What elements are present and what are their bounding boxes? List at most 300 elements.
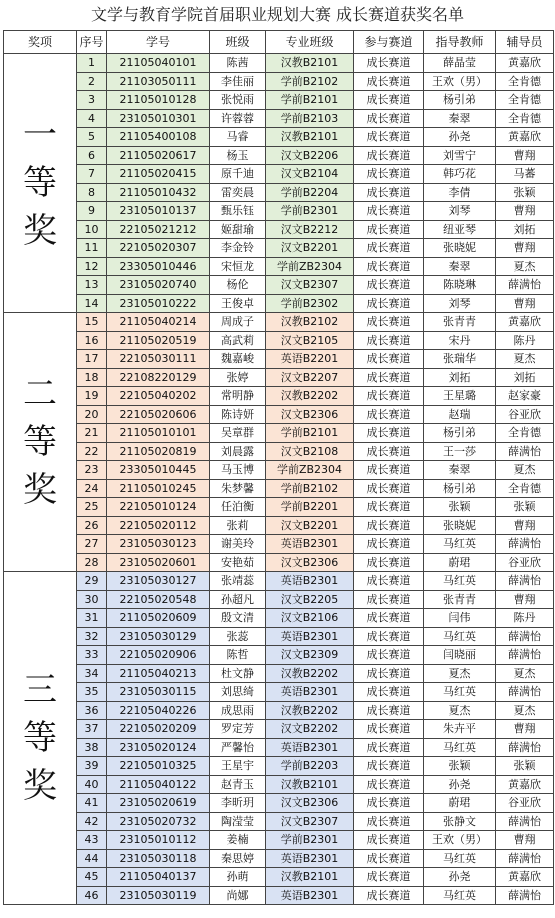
cell-student-name: 原千迪	[210, 165, 266, 184]
cell-advisor: 刘拓	[424, 368, 496, 387]
cell-track: 成长赛道	[354, 701, 424, 720]
cell-track: 成长赛道	[354, 590, 424, 609]
cell-track: 成长赛道	[354, 572, 424, 591]
table-row	[4, 498, 554, 517]
prize-char: 二	[23, 374, 57, 414]
cell-index: 17	[77, 350, 107, 369]
cell-student-id: 23305010445	[107, 461, 210, 480]
table-row	[4, 646, 554, 665]
cell-counselor: 夏杰	[496, 350, 554, 369]
cell-student-id: 21105020609	[107, 609, 210, 628]
cell-advisor: 张青青	[424, 313, 496, 332]
cell-track: 成长赛道	[354, 109, 424, 128]
cell-index: 30	[77, 590, 107, 609]
cell-index: 1	[77, 54, 107, 73]
cell-advisor: 秦翠	[424, 461, 496, 480]
cell-student-id: 21105020617	[107, 146, 210, 165]
cell-index: 27	[77, 535, 107, 554]
cell-student-name: 杨伦	[210, 276, 266, 295]
header-student-id: 学号	[107, 31, 210, 54]
cell-track: 成长赛道	[354, 313, 424, 332]
cell-major-class: 学前B2201	[266, 498, 354, 517]
cell-track: 成长赛道	[354, 720, 424, 739]
cell-student-name: 刘思绮	[210, 683, 266, 702]
cell-track: 成长赛道	[354, 627, 424, 646]
cell-counselor: 薛满怡	[496, 627, 554, 646]
cell-student-id: 21105010128	[107, 91, 210, 110]
cell-student-name: 甄乐钰	[210, 202, 266, 221]
cell-counselor: 曹翔	[496, 239, 554, 258]
cell-counselor: 夏杰	[496, 664, 554, 683]
cell-index: 45	[77, 868, 107, 887]
cell-student-name: 杜文静	[210, 664, 266, 683]
table-row	[4, 350, 554, 369]
cell-major-class: 汉文B2201	[266, 516, 354, 535]
cell-index: 44	[77, 849, 107, 868]
cell-student-name: 孙萌	[210, 868, 266, 887]
cell-index: 5	[77, 128, 107, 147]
cell-advisor: 秦翠	[424, 257, 496, 276]
cell-index: 6	[77, 146, 107, 165]
cell-advisor: 孙尧	[424, 868, 496, 887]
cell-index: 12	[77, 257, 107, 276]
cell-index: 11	[77, 239, 107, 258]
prize-char: 奖	[23, 766, 57, 806]
cell-advisor: 杨引弟	[424, 91, 496, 110]
cell-student-name: 马睿	[210, 128, 266, 147]
table-row	[4, 220, 554, 239]
cell-index: 22	[77, 442, 107, 461]
cell-counselor: 薛满怡	[496, 646, 554, 665]
cell-advisor: 闫晓丽	[424, 646, 496, 665]
table-row	[4, 794, 554, 813]
cell-advisor: 张青青	[424, 590, 496, 609]
cell-counselor: 曹翔	[496, 294, 554, 313]
cell-student-name: 陶滢莹	[210, 812, 266, 831]
cell-advisor: 朱卉平	[424, 720, 496, 739]
cell-track: 成长赛道	[354, 794, 424, 813]
cell-index: 33	[77, 646, 107, 665]
cell-student-id: 23105020124	[107, 738, 210, 757]
cell-advisor: 马红英	[424, 849, 496, 868]
cell-advisor: 秦翠	[424, 109, 496, 128]
cell-index: 40	[77, 775, 107, 794]
table-header-row	[4, 31, 554, 54]
cell-student-name: 刘晨露	[210, 442, 266, 461]
cell-track: 成长赛道	[354, 405, 424, 424]
cell-advisor: 孙尧	[424, 128, 496, 147]
cell-major-class: 汉文B2212	[266, 220, 354, 239]
cell-major-class: 汉文B2205	[266, 590, 354, 609]
cell-counselor: 曹翔	[496, 590, 554, 609]
cell-counselor: 谷亚欣	[496, 405, 554, 424]
cell-advisor: 赵瑞	[424, 405, 496, 424]
cell-major-class: 汉文B2306	[266, 553, 354, 572]
cell-major-class: 汉文B2108	[266, 442, 354, 461]
cell-advisor: 孙尧	[424, 775, 496, 794]
cell-track: 成长赛道	[354, 54, 424, 73]
cell-advisor: 马红英	[424, 738, 496, 757]
cell-student-id: 22105040226	[107, 701, 210, 720]
cell-counselor: 薛满怡	[496, 683, 554, 702]
cell-advisor: 张瑞华	[424, 350, 496, 369]
cell-counselor: 曹翔	[496, 516, 554, 535]
cell-student-id: 22105040202	[107, 387, 210, 406]
cell-advisor: 张晓妮	[424, 239, 496, 258]
cell-index: 7	[77, 165, 107, 184]
cell-student-name: 马玉博	[210, 461, 266, 480]
cell-student-name: 张靖蕊	[210, 572, 266, 591]
cell-track: 成长赛道	[354, 368, 424, 387]
cell-index: 25	[77, 498, 107, 517]
cell-counselor: 黄嘉欣	[496, 128, 554, 147]
table-row	[4, 239, 554, 258]
page-title: 文学与教育学院首届职业规划大赛 成长赛道获奖名单	[90, 5, 465, 24]
cell-student-id: 22105021212	[107, 220, 210, 239]
cell-index: 4	[77, 109, 107, 128]
cell-counselor: 薛满怡	[496, 535, 554, 554]
cell-counselor: 全肯德	[496, 72, 554, 91]
cell-track: 成长赛道	[354, 128, 424, 147]
table-row	[4, 590, 554, 609]
cell-counselor: 曹翔	[496, 146, 554, 165]
cell-major-class: 学前B2102	[266, 479, 354, 498]
cell-student-id: 21103050111	[107, 72, 210, 91]
prize-char: 一	[23, 115, 57, 155]
cell-counselor: 刘拓	[496, 220, 554, 239]
cell-student-id: 22105010325	[107, 757, 210, 776]
cell-student-id: 23105030119	[107, 886, 210, 905]
prize-label	[4, 572, 77, 905]
cell-track: 成长赛道	[354, 553, 424, 572]
cell-track: 成长赛道	[354, 424, 424, 443]
cell-advisor: 张静文	[424, 812, 496, 831]
cell-student-name: 周成子	[210, 313, 266, 332]
cell-student-name: 雷奕晨	[210, 183, 266, 202]
cell-track: 成长赛道	[354, 738, 424, 757]
cell-index: 13	[77, 276, 107, 295]
award-table	[3, 30, 554, 905]
cell-student-name: 宋恒龙	[210, 257, 266, 276]
header-name: 班级	[210, 31, 266, 54]
cell-counselor: 薛满怡	[496, 886, 554, 905]
cell-major-class: 学前B2203	[266, 757, 354, 776]
cell-student-id: 23105030127	[107, 572, 210, 591]
table-row	[4, 738, 554, 757]
cell-major-class: 学前ZB2304	[266, 257, 354, 276]
cell-major-class: 学前ZB2304	[266, 461, 354, 480]
cell-student-id: 21105020415	[107, 165, 210, 184]
cell-student-name: 张蕊	[210, 627, 266, 646]
cell-student-id: 23105020619	[107, 794, 210, 813]
cell-track: 成长赛道	[354, 849, 424, 868]
table-row	[4, 331, 554, 350]
cell-counselor: 刘拓	[496, 368, 554, 387]
cell-counselor: 曹翔	[496, 831, 554, 850]
cell-student-id: 22105020209	[107, 720, 210, 739]
table-row	[4, 812, 554, 831]
cell-index: 18	[77, 368, 107, 387]
cell-student-name: 张悦雨	[210, 91, 266, 110]
cell-major-class: 汉文B2202	[266, 720, 354, 739]
cell-advisor: 韩巧花	[424, 165, 496, 184]
cell-index: 15	[77, 313, 107, 332]
cell-advisor: 马红英	[424, 627, 496, 646]
cell-student-id: 22108220129	[107, 368, 210, 387]
cell-index: 41	[77, 794, 107, 813]
cell-counselor: 张颖	[496, 757, 554, 776]
cell-advisor: 纽亚琴	[424, 220, 496, 239]
cell-track: 成长赛道	[354, 757, 424, 776]
header-prize: 奖项	[4, 31, 77, 54]
cell-major-class: 学前B2101	[266, 91, 354, 110]
cell-advisor: 夏杰	[424, 701, 496, 720]
cell-index: 39	[77, 757, 107, 776]
cell-track: 成长赛道	[354, 516, 424, 535]
cell-student-id: 21105040137	[107, 868, 210, 887]
header-advisor: 指导教师	[424, 31, 496, 54]
cell-track: 成长赛道	[354, 664, 424, 683]
cell-major-class: 学前B2101	[266, 424, 354, 443]
table-row	[4, 886, 554, 905]
cell-student-id: 21105010432	[107, 183, 210, 202]
cell-advisor: 刘琴	[424, 202, 496, 221]
cell-track: 成长赛道	[354, 202, 424, 221]
cell-advisor: 王星璐	[424, 387, 496, 406]
cell-index: 16	[77, 331, 107, 350]
cell-major-class: 英语B2201	[266, 350, 354, 369]
cell-track: 成长赛道	[354, 331, 424, 350]
cell-advisor: 宋丹	[424, 331, 496, 350]
cell-major-class: 汉文B2307	[266, 276, 354, 295]
cell-student-id: 21105020819	[107, 442, 210, 461]
cell-advisor: 杨引弟	[424, 479, 496, 498]
table-row	[4, 424, 554, 443]
cell-counselor: 薛满怡	[496, 849, 554, 868]
cell-counselor: 薛满怡	[496, 442, 554, 461]
cell-student-name: 殷文清	[210, 609, 266, 628]
prize-char: 奖	[23, 470, 57, 510]
cell-track: 成长赛道	[354, 461, 424, 480]
cell-counselor: 曹翔	[496, 720, 554, 739]
table-row	[4, 313, 554, 332]
cell-index: 24	[77, 479, 107, 498]
cell-counselor: 黄嘉欣	[496, 775, 554, 794]
cell-advisor: 马红英	[424, 535, 496, 554]
cell-track: 成长赛道	[354, 220, 424, 239]
table-row	[4, 91, 554, 110]
cell-index: 34	[77, 664, 107, 683]
cell-index: 37	[77, 720, 107, 739]
cell-index: 36	[77, 701, 107, 720]
cell-counselor: 薛满怡	[496, 572, 554, 591]
table-row	[4, 720, 554, 739]
cell-major-class: 汉文B2201	[266, 239, 354, 258]
table-row	[4, 54, 554, 73]
cell-student-id: 23105030118	[107, 849, 210, 868]
cell-student-id: 22105020548	[107, 590, 210, 609]
cell-major-class: 英语B2301	[266, 535, 354, 554]
table-row	[4, 109, 554, 128]
prize-char: 等	[23, 422, 57, 462]
cell-advisor: 王欢（男）	[424, 72, 496, 91]
cell-student-name: 张婷	[210, 368, 266, 387]
cell-index: 10	[77, 220, 107, 239]
cell-major-class: 汉文B2105	[266, 331, 354, 350]
cell-counselor: 谷亚欣	[496, 553, 554, 572]
cell-student-name: 罗定芳	[210, 720, 266, 739]
cell-advisor: 张颖	[424, 498, 496, 517]
table-row	[4, 572, 554, 591]
cell-student-name: 姜楠	[210, 831, 266, 850]
cell-counselor: 谷亚欣	[496, 794, 554, 813]
cell-index: 46	[77, 886, 107, 905]
cell-major-class: 汉教B2202	[266, 701, 354, 720]
cell-major-class: 汉文B2306	[266, 794, 354, 813]
cell-major-class: 汉教B2202	[266, 387, 354, 406]
table-row	[4, 553, 554, 572]
cell-counselor: 曹翔	[496, 202, 554, 221]
cell-major-class: 学前B2302	[266, 294, 354, 313]
cell-student-id: 23105020732	[107, 812, 210, 831]
cell-major-class: 汉文B2309	[266, 646, 354, 665]
cell-track: 成长赛道	[354, 609, 424, 628]
cell-student-name: 常明静	[210, 387, 266, 406]
cell-track: 成长赛道	[354, 831, 424, 850]
header-counselor: 辅导员	[496, 31, 554, 54]
cell-track: 成长赛道	[354, 276, 424, 295]
cell-student-name: 任泊衡	[210, 498, 266, 517]
cell-student-id: 23105030129	[107, 627, 210, 646]
cell-major-class: 学前B2102	[266, 72, 354, 91]
cell-advisor: 闫伟	[424, 609, 496, 628]
cell-student-id: 22105010124	[107, 498, 210, 517]
cell-student-id: 21105020519	[107, 331, 210, 350]
cell-counselor: 薛满怡	[496, 812, 554, 831]
cell-student-id: 22105020112	[107, 516, 210, 535]
cell-student-id: 23105030115	[107, 683, 210, 702]
cell-student-name: 许蓉蓉	[210, 109, 266, 128]
prize-char: 等	[23, 163, 57, 203]
cell-index: 35	[77, 683, 107, 702]
cell-major-class: 英语B2301	[266, 738, 354, 757]
table-row	[4, 294, 554, 313]
cell-student-name: 陈茜	[210, 54, 266, 73]
cell-counselor: 全肯德	[496, 91, 554, 110]
table-row	[4, 183, 554, 202]
header-track: 参与赛道	[354, 31, 424, 54]
cell-index: 19	[77, 387, 107, 406]
prize-char: 三	[23, 670, 57, 710]
cell-student-name: 秦思婷	[210, 849, 266, 868]
cell-student-name: 安艳茹	[210, 553, 266, 572]
cell-student-id: 22105020906	[107, 646, 210, 665]
cell-student-name: 赵青玉	[210, 775, 266, 794]
cell-index: 3	[77, 91, 107, 110]
cell-index: 42	[77, 812, 107, 831]
cell-counselor: 张颖	[496, 183, 554, 202]
table-row	[4, 202, 554, 221]
cell-counselor: 全肯德	[496, 109, 554, 128]
cell-major-class: 汉教B2101	[266, 868, 354, 887]
cell-track: 成长赛道	[354, 498, 424, 517]
cell-student-name: 张莉	[210, 516, 266, 535]
cell-counselor: 黄嘉欣	[496, 868, 554, 887]
cell-counselor: 黄嘉欣	[496, 313, 554, 332]
table-row	[4, 165, 554, 184]
cell-major-class: 汉教B2102	[266, 313, 354, 332]
cell-student-id: 22105030111	[107, 350, 210, 369]
cell-student-id: 23105020740	[107, 276, 210, 295]
cell-student-name: 王俊卓	[210, 294, 266, 313]
cell-counselor: 陈丹	[496, 331, 554, 350]
cell-major-class: 汉文B2306	[266, 405, 354, 424]
cell-student-id: 23105030123	[107, 535, 210, 554]
cell-student-id: 23105010112	[107, 831, 210, 850]
cell-index: 9	[77, 202, 107, 221]
cell-advisor: 王一莎	[424, 442, 496, 461]
cell-advisor: 刘雪宁	[424, 146, 496, 165]
cell-track: 成长赛道	[354, 91, 424, 110]
table-row	[4, 683, 554, 702]
cell-major-class: 汉教B2101	[266, 54, 354, 73]
cell-advisor: 张颖	[424, 757, 496, 776]
cell-student-id: 21105010245	[107, 479, 210, 498]
cell-advisor: 王欢（男）	[424, 831, 496, 850]
table-row	[4, 368, 554, 387]
cell-track: 成长赛道	[354, 442, 424, 461]
cell-track: 成长赛道	[354, 294, 424, 313]
cell-student-id: 23105010137	[107, 202, 210, 221]
cell-student-name: 李佳丽	[210, 72, 266, 91]
cell-advisor: 陈晓琳	[424, 276, 496, 295]
cell-counselor: 马蕃	[496, 165, 554, 184]
cell-counselor: 陈丹	[496, 609, 554, 628]
cell-advisor: 薛晶莹	[424, 54, 496, 73]
cell-student-id: 21105040213	[107, 664, 210, 683]
cell-advisor: 杨引弟	[424, 424, 496, 443]
table-row	[4, 701, 554, 720]
table-row	[4, 609, 554, 628]
cell-track: 成长赛道	[354, 239, 424, 258]
cell-major-class: 汉教B2101	[266, 128, 354, 147]
cell-index: 28	[77, 553, 107, 572]
table-row	[4, 405, 554, 424]
cell-index: 23	[77, 461, 107, 480]
table-row	[4, 535, 554, 554]
cell-student-id: 21105010101	[107, 424, 210, 443]
cell-major-class: 汉文B2307	[266, 812, 354, 831]
cell-major-class: 学前B2301	[266, 202, 354, 221]
cell-track: 成长赛道	[354, 646, 424, 665]
cell-major-class: 学前B2301	[266, 831, 354, 850]
cell-track: 成长赛道	[354, 535, 424, 554]
cell-counselor: 薛满怡	[496, 276, 554, 295]
cell-major-class: 汉文B2207	[266, 368, 354, 387]
cell-index: 26	[77, 516, 107, 535]
cell-counselor: 黄嘉欣	[496, 54, 554, 73]
cell-track: 成长赛道	[354, 479, 424, 498]
cell-major-class: 汉教B2202	[266, 664, 354, 683]
cell-major-class: 英语B2301	[266, 886, 354, 905]
cell-advisor: 马红英	[424, 572, 496, 591]
table-row	[4, 849, 554, 868]
prize-label	[4, 54, 77, 313]
cell-student-id: 22105020307	[107, 239, 210, 258]
cell-track: 成长赛道	[354, 350, 424, 369]
cell-index: 2	[77, 72, 107, 91]
cell-track: 成长赛道	[354, 146, 424, 165]
